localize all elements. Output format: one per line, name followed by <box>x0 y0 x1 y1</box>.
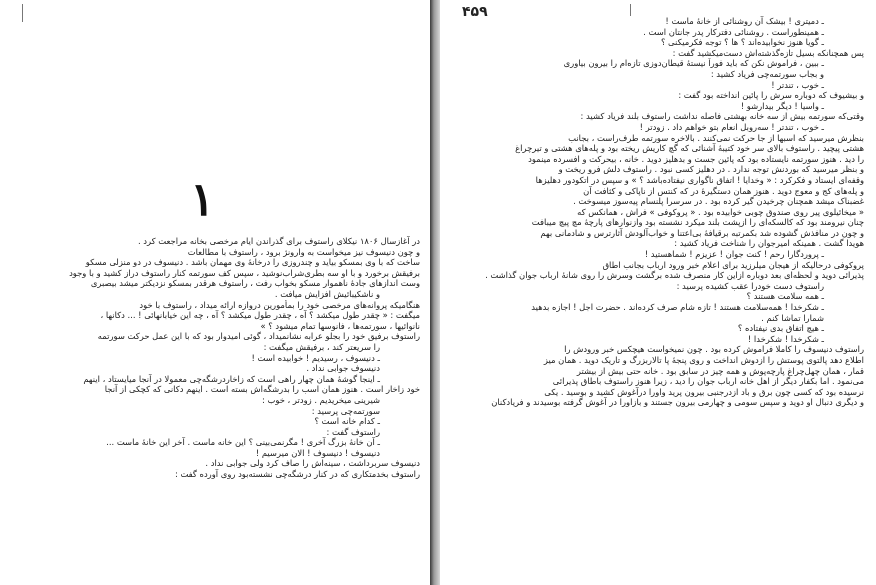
text-line: دنیسوف ! دنیسوف ! الان میرسیم ! <box>255 447 380 458</box>
chapter-number: ۱ <box>190 172 215 226</box>
text-line: راستوف دنیسوف را کاملا فراموش کرده بود . چون نمیخواست هیچکس خبر ورودش را <box>564 344 864 355</box>
text-line: ـ کدام خانه است ؟ <box>314 416 380 427</box>
text-line: ـ واسیا ! دیگر بیدارشو ! <box>740 100 824 111</box>
text-line: ـ گویا هنوز نخوابیده‌اند ؟ ها ؟ توجه فکرمیکنی ؟ <box>660 37 824 48</box>
text-line: راستوف دست خودرا عقب کشیده پرسید : <box>676 280 824 291</box>
left-page-text <box>18 236 420 480</box>
book-gutter <box>430 0 440 585</box>
text-line: و بجاب سورتمه‌چی فریاد کشید : <box>710 68 824 79</box>
text-line: اطلاع دهد پالتوی پوستش را ازدوش انداخت و روی پنجهٔ پا تالاربزرگ و تاریک دوید . همان میز <box>543 355 864 365</box>
text-line: میگفت : « چقدر طول میکشد ؟ آه ، چقدر طول میکشد ؟ آه ، چه این خیابانها‌ئی ! ... دکانها ، <box>100 310 420 321</box>
text-line: پس همچنانکه بسیل تازه‌گذشته‌اش دست‌میکشید گفت : <box>672 47 864 58</box>
text-line: دنیسوف جوابی نداد . <box>306 363 380 374</box>
text-line: هویدا گشت . همینکه امیرجوان را شناخت فریاد کشید : <box>674 238 864 249</box>
right-page <box>440 0 876 585</box>
text-line: و پله‌های کج و معوج دوید . هنوز همان دستگیرهٔ در که کنتس از ناپاکی و کثافت آن <box>583 185 864 196</box>
text-line: غضبناک میشد همچنان چرخیدن گیر کرده بود . در سرسرا پلنسام پیه‌سوز میسوخت . <box>573 196 864 207</box>
text-line: می‌نمود . اما بکفار دیگر از اهل خانه ارباب جوان را دید ، زیرا هنوز راستوف باطاق پذیرائی <box>552 376 864 387</box>
right-page-text <box>454 16 864 408</box>
text-line: پذیرائی دوید و لحظه‌ای بعد دوباره ازاین کار منصرف شده برگشت وسرش را روی شانهٔ ارباب جوان گذاشت . <box>485 270 864 281</box>
text-line: و بنظر میرسید که بوردنش توجه ندارد . در دهلیز کسی نبود . راستوف دلش فرو ریخت و <box>558 164 864 175</box>
text-line: و ناشکیبائیش افزایش میافت . <box>274 288 380 299</box>
text-line: ـ دمیتری ! بیشک آن روشنائی از خانهٔ ماست ! <box>665 16 824 26</box>
text-line: ـ ببین ، فراموش نکن که باید فوراً نیستهٔ قیطان‌دوزی تازه‌ام را بیرون بیاوری <box>563 58 824 69</box>
left-page <box>0 0 430 585</box>
text-line: نرسیده بود که کسی چون برق و باد ازدرجنبی بیرون پرید واورا درآغوش کشید و بوسید . یکی <box>544 386 864 397</box>
text-line: در آغازسال ۱۸۰۶ نیکلای راستوف برای گذراندن ایام مرخصی بخانه مراجعت کرد . <box>137 236 420 246</box>
page-number: ۴۵۹ <box>462 4 488 20</box>
text-line: و دیگری دنبال او دوید و سپس سومی و چهارمی بیرون جستند و بازاورا در آغوش گرفته بوسیدند و فریادکنان <box>491 397 864 408</box>
text-line: را سریعتر کند ، برفیقش میگفت : <box>263 341 380 352</box>
text-line: ـ شکرخدا ! همه‌سلامت هستند ! تازه شام صرف کرده‌اند . حضرت اجل ! اجازه بدهید <box>531 302 824 313</box>
text-line: برفیقش برخورد و با او سه بطری‌شراب‌نوشید ، سپس کف سورتمه کنار راستوف دراز کشید و با وجود <box>69 267 420 278</box>
text-line: هشتی پیچید . راستوف بالای سر خود کتیبهٔ آشنائی که گچ کاریش ریخته بود و پله‌های هشتی و تیرچراغ <box>515 143 864 154</box>
text-line: ـ خوب ، تندتر ! سه‌روبل انعام بتو خواهم داد . زودتر ! <box>639 121 824 132</box>
text-line: بنظرش میرسید که اسبها از جا حرکت نمی‌کنند . بالاخره سورتمه طرف‌راست ، بجانب <box>568 132 864 143</box>
text-line: ساخت که با وی بمسکو بیاید و چندروزی را درخانهٔ وی مهمان باشد . دنیسوف در دو منزلی مسکو <box>85 257 420 268</box>
text-line: دنیسوف سربرداشت ، سینه‌اش را صاف کرد ولی جوابی نداد . <box>205 458 420 469</box>
text-line: شمارا تماشا کنم . <box>761 312 824 323</box>
text-line: وقتی‌که سورتمه‌ بیش از سه خانه بهشتی فاصله نداشت راستوف بلند فریاد کشید : <box>580 111 864 122</box>
text-line: راستوف برفیق خود را بجلو عرابه نشانمیداد ، گوئی امیدوار بود که با این عمل حرکت سورتمه <box>97 331 420 342</box>
text-line: چنان نیرومند بود که کالسکه‌ای را ازپشت بلند میکرد نشسته بود وازنوارهای پارچهٔ مچ پیچ میبافت <box>531 217 864 228</box>
text-line: ـ هیچ اتفاق بدی نیفتاده ؟ <box>737 323 824 334</box>
text-line: سورتمه‌چی پرسید : <box>311 405 380 416</box>
text-line: « میخائیلوی پیر روی صندوق چوبی خوابیده بود . « پروکوفی » فراش ، همانکس که <box>577 206 864 217</box>
text-line: نانوائیها ، سورتمه‌ها ، فانوسها تمام میشود ؟ » <box>260 320 420 331</box>
text-line: ـ دنیسوف ، رسیدیم ! خوابیده است ! <box>251 352 380 363</box>
text-line: ـ اینجا گوشهٔ همان چهار راهی است که زاخاردرشگه‌چی معمولا در آنجا میایستاد ، اینهم <box>83 373 380 384</box>
text-line: شیرینی میخریدیم . زودتر ، خوب : <box>262 394 380 405</box>
text-line: ـ همه سلامت هستند ؟ <box>746 291 824 302</box>
text-line: پروکوفی درحالیکه از هیجان میلرزید برای اعلام خبر ورود ارباب بجانب اطاق <box>602 259 864 270</box>
text-line: ـ پروردگارا رحم ! کنت جوان ! عزیزم ! شماهستید ! <box>644 249 824 260</box>
text-line: ـ خوب ، تندتر ! <box>771 79 824 90</box>
text-line: و چون در منافذش گشوده شد بکمرتبه برقیافهٔ بی‌اعتنا و خواب‌آلودش آثارترس و شادمانی بهم <box>540 227 864 238</box>
page-mark <box>630 4 631 16</box>
text-line: راستوف بخدمتکاری که در کنار درشگه‌چی نشسته‌بود روی آورده گفت : <box>174 469 420 480</box>
text-line: و بیشیوف که دوباره سرش را پائین انداخته بود گفت : <box>678 90 864 101</box>
text-line: ـ شکرخدا ! شکرخدا ! <box>747 333 824 344</box>
text-line: هنگامیکه پروانه‌های مرخصی خود را بمأمورین دروازه ارائه میداد ، راستوف با خود <box>139 299 420 310</box>
text-line: وست اندازهای جادهٔ ناهموار مسکو بخواب رفت ، راستوف هرقدر بمسکو نزدیکتر میشد بیصبری <box>90 278 420 289</box>
page-mark <box>22 4 23 22</box>
text-line: ـ آن خانهٔ بزرگ آخری ! مگرنمی‌بینی ؟ این خانه ماست . آخر این خانهٔ ماست ... <box>106 437 380 448</box>
text-line: وقفه‌ای ایستاد و فکرکرد : « وخدایا ! اتفاق ناگواری نیفتاده‌باشد ؟ » و سپس در اتکودور دهلیزها <box>535 174 864 185</box>
text-line: خود زاخار است . هنوز همان اسب را بدرشگه‌اش بسته است . اینهم دکانی که کچکی از آنجا <box>104 384 420 395</box>
text-line: راستوف گفت : <box>326 426 380 437</box>
text-line: و چون دنیسوف نیز میخواست به وارونژ برود ، راستوف با مطالعات <box>187 246 420 257</box>
text-line: را دید . هنوز سورتمه نایستاده بود که پائین جست و بدهلیز دوید . خانه ، بیحرکت و افسرده مینمود <box>528 153 864 164</box>
text-line: ـ همینطوراست . روشنائی دفترکار پدر جانتان است . <box>643 26 824 37</box>
text-line: قمار ، همان چهل‌چراغ پارچه‌پوش و همه چیز در سابق بود . خانه حتی بیش از بیشتر <box>576 365 864 376</box>
